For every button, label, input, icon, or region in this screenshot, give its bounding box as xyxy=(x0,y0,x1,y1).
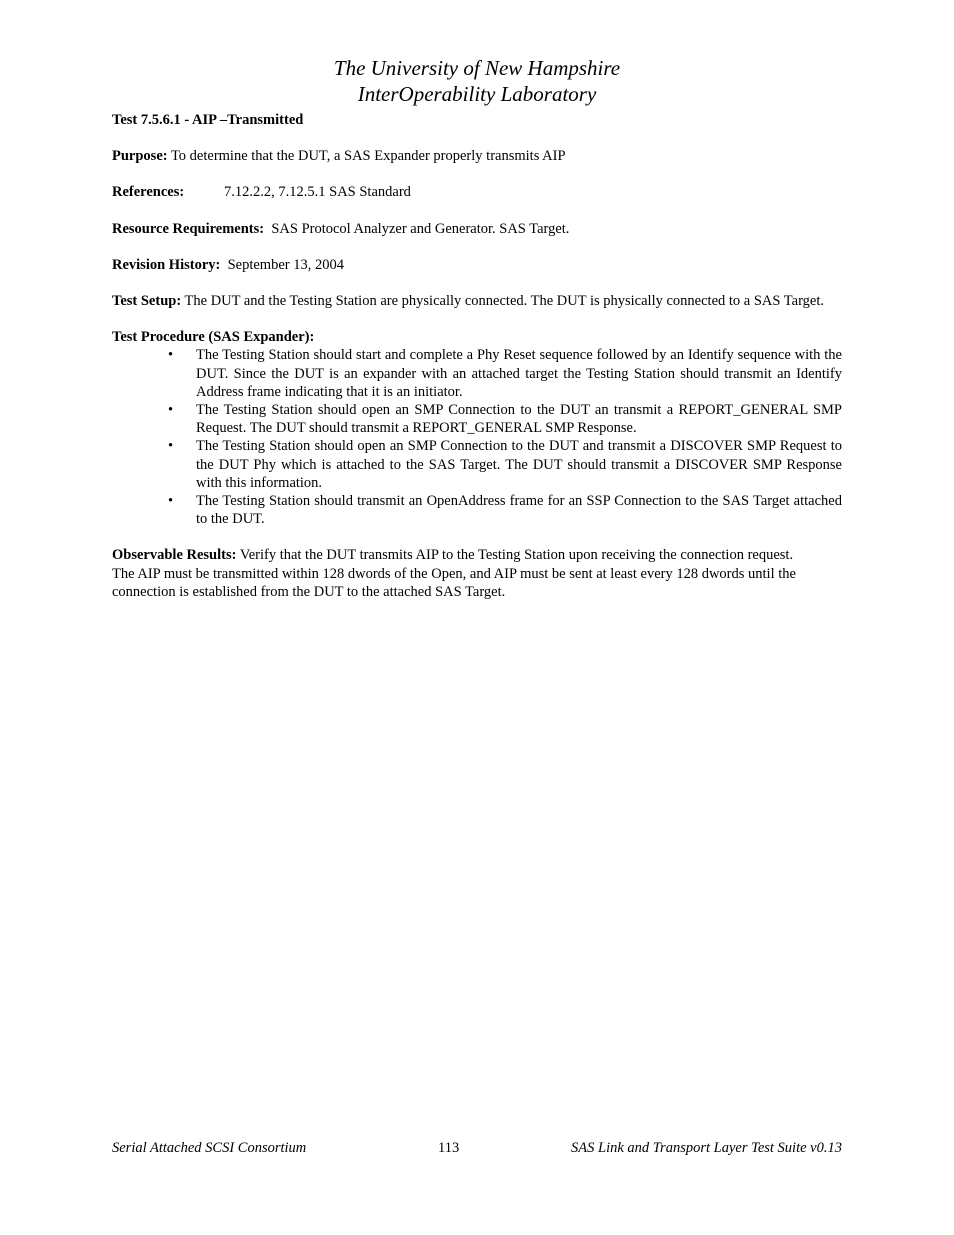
test-procedure-label: Test Procedure (SAS Expander): xyxy=(112,329,315,346)
references-text: 7.12.2.2, 7.12.5.1 SAS Standard xyxy=(224,184,411,201)
observable-results-text: Verify that the DUT transmits AIP to the Testing Station upon receiving the connection request. The AIP must be transmitted within 128 dwords of the Open, and AIP must be sent at least every 128 dwords until the connection is established from the DUT to the attached SAS Target. xyxy=(112,547,796,600)
procedure-step-text: The Testing Station should start and complete a Phy Reset sequence followed by an Identify sequence with the DUT. Since the DUT is an expander with an attached target the Testing Station should transmit an Identify Address frame indicating that it is an initiator. xyxy=(196,347,842,400)
test-title: Test 7.5.6.1 - AIP –Transmitted xyxy=(112,112,304,128)
list-item xyxy=(112,346,842,401)
purpose-section xyxy=(112,147,842,165)
references-section xyxy=(112,183,842,201)
procedure-step-text: The Testing Station should open an SMP Connection to the DUT an transmit a REPORT_GENERAL SMP Request. The DUT should transmit a REPORT_GENERAL SMP Response. xyxy=(196,402,842,437)
purpose-text: To determine that the DUT, a SAS Expander properly transmits AIP xyxy=(167,148,566,165)
bullet-icon: • xyxy=(168,493,174,510)
test-procedure-list xyxy=(112,346,842,528)
footer-consortium: Serial Attached SCSI Consortium xyxy=(112,1140,307,1156)
header-lab: InterOperability Laboratory xyxy=(357,82,597,106)
document-body xyxy=(112,111,842,601)
test-setup-section xyxy=(112,292,842,310)
resource-requirements-text: SAS Protocol Analyzer and Generator. SAS Target. xyxy=(264,220,570,237)
test-setup-text: The DUT and the Testing Station are physically connected. The DUT is physically connected to a SAS Target. xyxy=(181,293,824,310)
observable-results-section xyxy=(112,546,802,601)
list-item xyxy=(112,437,842,492)
observable-results-label: Observable Results: xyxy=(112,547,237,564)
page-header xyxy=(0,55,954,107)
purpose-label: Purpose: xyxy=(112,148,168,165)
test-setup-label: Test Setup: xyxy=(112,293,182,310)
footer-suite-title: SAS Link and Transport Layer Test Suite v0.13 xyxy=(571,1140,842,1156)
list-item xyxy=(112,401,842,437)
resource-requirements-section xyxy=(112,220,842,238)
references-label: References: xyxy=(112,184,185,201)
bullet-icon: • xyxy=(168,402,174,419)
revision-history-text: September 13, 2004 xyxy=(220,256,344,273)
page-footer xyxy=(112,1140,842,1160)
list-item xyxy=(112,492,842,528)
bullet-icon: • xyxy=(168,347,174,364)
revision-history-label: Revision History: xyxy=(112,256,221,273)
procedure-step-text: The Testing Station should open an SMP Connection to the DUT and transmit a DISCOVER SMP Request to the DUT Phy which is attached to the SAS Target. The DUT should transmit a DISCOVER SMP Response with this information. xyxy=(196,438,842,491)
procedure-step-text: The Testing Station should transmit an OpenAddress frame for an SSP Connection to the SAS Target attached to the DUT. xyxy=(196,493,842,528)
revision-history-section xyxy=(112,256,842,274)
page-number: 113 xyxy=(438,1140,460,1156)
resource-requirements-label: Resource Requirements: xyxy=(112,220,265,237)
bullet-icon: • xyxy=(168,438,174,455)
header-institution: The University of New Hampshire xyxy=(333,56,621,80)
